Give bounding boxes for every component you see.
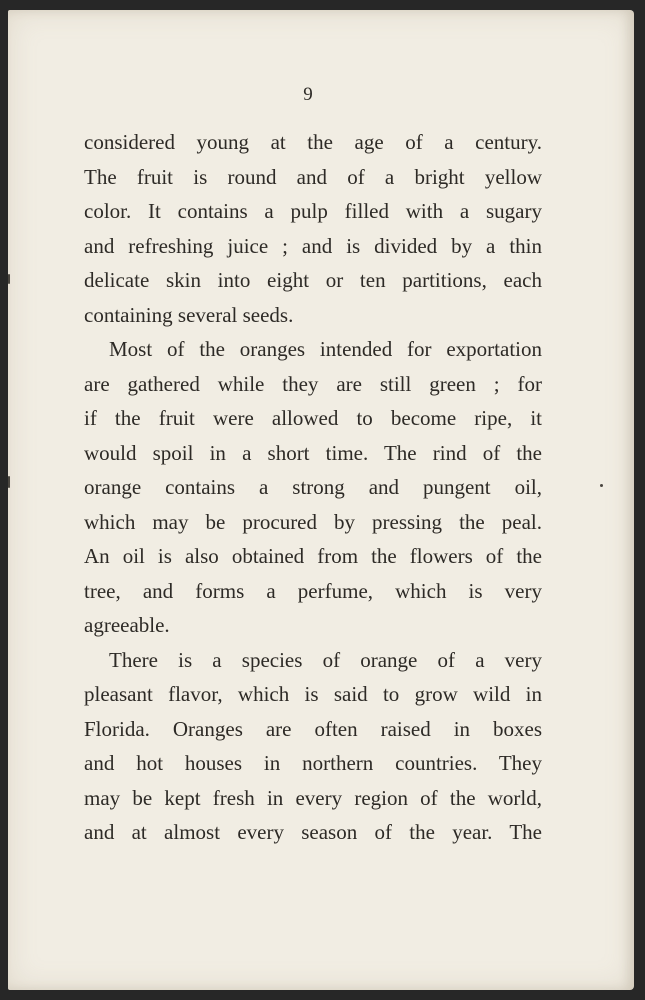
text-line: and refreshing juice ; and is divided by a thin bbox=[84, 233, 542, 258]
text-line: would spoil in a short time. The rind of the bbox=[84, 440, 542, 465]
text-line: There is a species of orange of a very bbox=[109, 647, 542, 672]
paper-speck bbox=[600, 484, 603, 487]
text-line: if the fruit were allowed to become ripe, it bbox=[84, 406, 542, 430]
page-number: 9 bbox=[303, 84, 313, 105]
text-line: orange contains a strong and pungent oil, bbox=[84, 475, 542, 499]
paper-speck bbox=[8, 476, 10, 488]
text-line: Florida. Oranges are often raised in boxes bbox=[84, 716, 542, 741]
text-line: delicate skin into eight or ten partitions, each bbox=[84, 268, 542, 292]
paper-speck bbox=[8, 274, 10, 284]
text-line: The fruit is round and of a bright yellow bbox=[84, 164, 542, 189]
body-text bbox=[84, 125, 542, 850]
text-line: An oil is also obtained from the flowers of the bbox=[84, 544, 542, 568]
book-page bbox=[8, 10, 634, 990]
text-line: and hot houses in northern countries. They bbox=[84, 751, 542, 775]
text-line: Most of the oranges intended for exportation bbox=[109, 337, 542, 361]
text-line: color. It contains a pulp filled with a sugary bbox=[84, 199, 542, 223]
text-line: may be kept fresh in every region of the world, bbox=[84, 785, 542, 810]
text-line: pleasant flavor, which is said to grow wild in bbox=[84, 682, 542, 706]
text-line: containing several seeds. bbox=[84, 302, 294, 327]
text-line: considered young at the age of a century. bbox=[84, 130, 542, 154]
text-line: which may be procured by pressing the peal. bbox=[84, 509, 542, 534]
text-line: tree, and forms a perfume, which is very bbox=[84, 578, 542, 603]
text-line: and at almost every season of the year. The bbox=[84, 820, 542, 844]
text-line: agreeable. bbox=[84, 613, 170, 637]
text-line: are gathered while they are still green ; for bbox=[84, 371, 542, 396]
